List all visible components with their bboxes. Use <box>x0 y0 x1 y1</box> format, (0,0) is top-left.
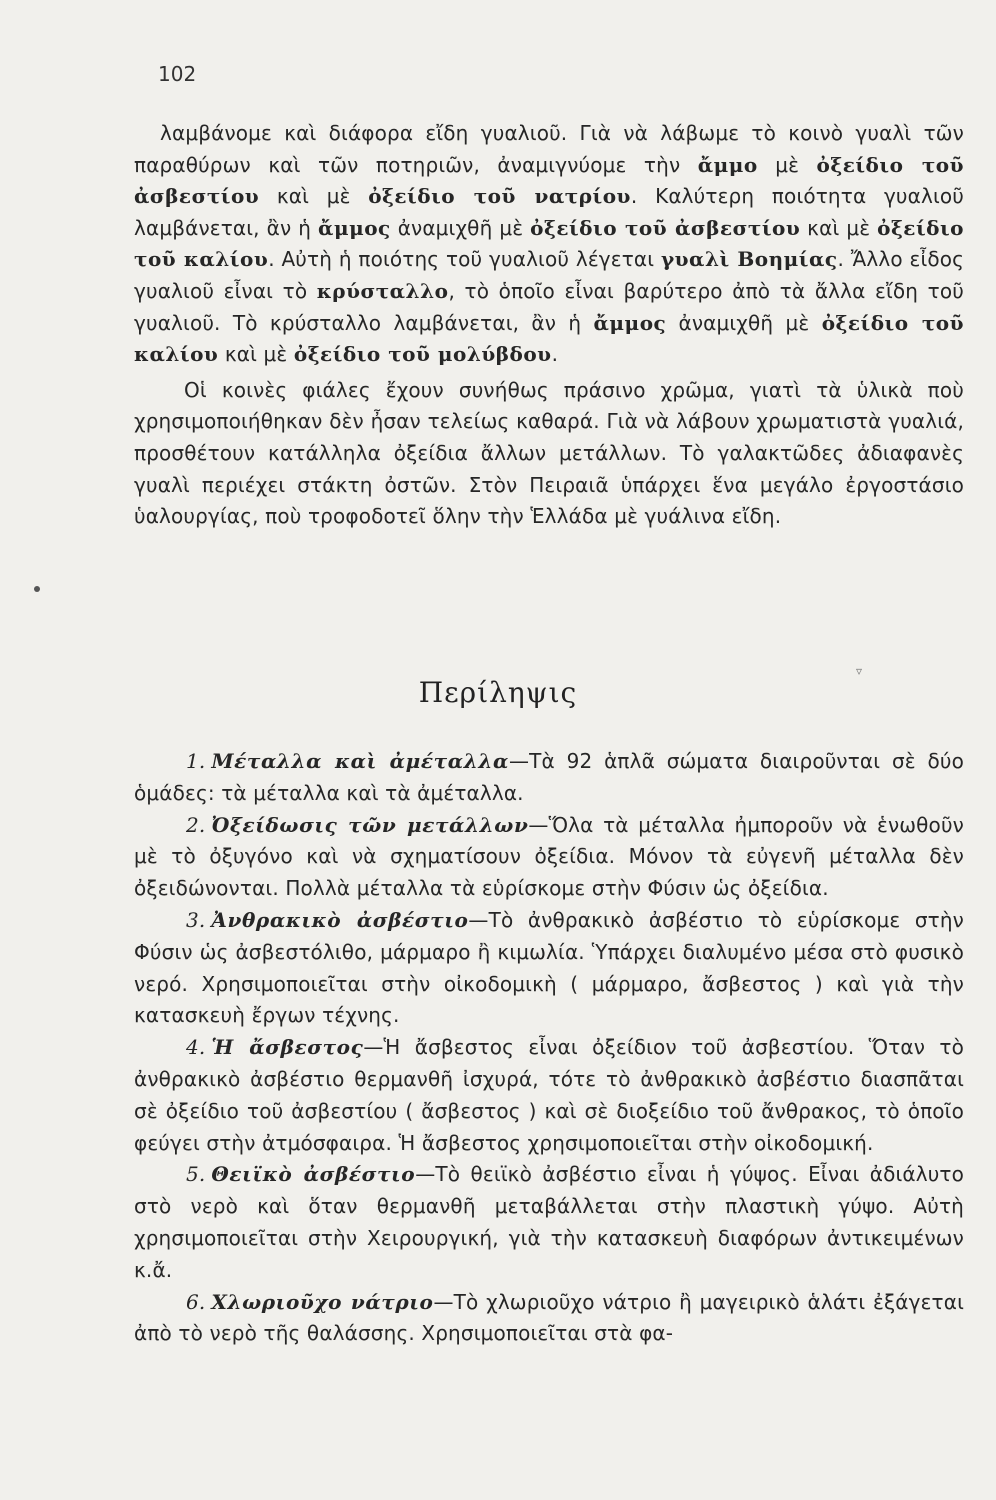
text-run: , τὸ ὁποῖο εἶναι βαρύτερο ἀπὸ τὰ ἄλλα εἴδη τοῦ γυαλιοῦ. Τὸ κρύσταλλο λαμβάνεται, ἂν ἡ <box>134 278 964 335</box>
text-run: μὲ <box>757 152 817 177</box>
summary-item-text: Ἡ ἄσβεστος εἶναι ὀξείδιον τοῦ ἀσβεστίου. Ὅταν τὸ ἀνθρακικὸ ἀσβέστιο θερμανθῆ ἰσχυρά, τότε τὸ ἀνθρακικὸ ἀσβέστιο διασπᾶται σὲ ὀξείδιο τοῦ ἀσβεστίου ( ἄσβεστος ) καὶ σὲ διοξείδιο τοῦ ἄνθρακος, τὸ ὁποῖο φεύγει στὴν ἀτμόσφαιρα. Ἡ ἄσβεστος χρησιμοποιεῖται στὴν οἰκοδομική. <box>134 1035 964 1155</box>
bold-term: ὀξείδιο τοῦ καλίου <box>134 215 965 272</box>
body-text <box>134 118 964 533</box>
paragraph-glass-types <box>134 118 964 371</box>
text-run: καὶ μὲ <box>259 184 369 209</box>
text-run: . Καλύτερη ποιότητα γυαλιοῦ λαμβάνεται, ἂν ἡ <box>134 184 964 240</box>
print-mark: ▿ <box>856 664 863 678</box>
summary-item-text: Τὸ θειϊκὸ ἀσβέστιο εἶναι ἡ γύψος. Εἶναι ἀδιάλυτο στὸ νερὸ καὶ ὅταν θερμανθῆ μεταβάλλεται στὴν πλαστικὴ γύψο. Αὐτὴ χρησιμοποιεῖται στὴν Χειρουργική, γιὰ τὴν κατασκευὴ διαφόρων ἀντικειμένων κ.ἄ. <box>134 1162 964 1282</box>
bold-term: ὀξείδιο τοῦ μολύβδου <box>293 342 552 367</box>
text-run: . Αὐτὴ ἡ ποιότης τοῦ γυαλιοῦ λέγεται <box>268 247 661 272</box>
bold-term: ὀξείδιο τοῦ ἀσβεστίου <box>530 215 801 240</box>
dash: — <box>433 1289 454 1314</box>
summary-item-title: Ἡ ἄσβεστος <box>211 1035 364 1060</box>
text-run: ἀναμιχθῆ μὲ <box>666 310 822 335</box>
summary-list <box>134 746 964 1350</box>
summary-item <box>134 1287 964 1351</box>
bold-term: ἄμμος <box>318 215 391 240</box>
summary-item-number: 2. <box>186 812 206 837</box>
summary-item-title: Ἀνθρακικὸ ἀσβέστιο <box>211 907 469 932</box>
dash: — <box>528 812 549 837</box>
summary-item-number: 6. <box>186 1289 206 1314</box>
text-run: ἀναμιχθῆ μὲ <box>390 215 531 240</box>
bold-term: γυαλὶ Βοημίας <box>660 247 838 272</box>
summary-item-number: 4. <box>186 1035 206 1060</box>
summary-item-title: Ὀξείδωσις τῶν μετάλλων <box>211 812 529 837</box>
bold-term: ὀξείδιο τοῦ ἀσβεστίου <box>134 152 965 209</box>
page-number: 102 <box>158 62 197 86</box>
summary-item-title: Χλωριοῦχο νάτριο <box>211 1289 434 1314</box>
bold-term: ἄμμο <box>697 152 758 177</box>
margin-dot <box>34 586 40 592</box>
summary-item-text: Ὅλα τὰ μέταλλα ἠμποροῦν νὰ ἑνωθοῦν μὲ τὸ ὀξυγόνο καὶ νὰ σχηματίσουν ὀξείδια. Μόνον τὰ εὐγενῆ μέταλλα δὲν ὀξειδώνονται. Πολλὰ μέταλλα τὰ εὑρίσκομε στὴν Φύσιν ὡς ὀξείδια. <box>134 812 964 901</box>
text-run: καὶ μὲ <box>800 215 878 240</box>
text-run: λαμβάνομε καὶ διάφορα εἴδη γυαλιοῦ. Γιὰ νὰ λάβωμε τὸ κοινὸ γυαλὶ τῶν παραθύρων καὶ τῶν ποτηριῶν, ἀναμιγνύομε τὴν <box>134 121 964 177</box>
summary-item <box>134 1032 964 1159</box>
dash: — <box>468 907 489 932</box>
summary-item <box>134 746 964 810</box>
dash: — <box>363 1035 384 1060</box>
summary-item-number: 3. <box>186 907 206 932</box>
bold-term: κρύσταλλο <box>316 278 449 303</box>
bold-term: ὀξείδιο τοῦ νατρίου <box>368 184 631 209</box>
text-run: . Ἄλλο εἶδος γυαλιοῦ εἶναι τὸ <box>134 247 965 303</box>
section-heading: Περίληψις <box>418 676 578 709</box>
summary-item-number: 1. <box>186 749 206 773</box>
summary-item <box>134 810 964 905</box>
summary-item-title: Θειϊκὸ ἀσβέστιο <box>211 1162 416 1187</box>
summary-item-text: Τὸ χλωριοῦχο νάτριο ἢ μαγειρικὸ ἁλάτι ἐξάγεται ἀπὸ τὸ νερὸ τῆς θαλάσσης. Χρησιμοποιεῖται στὰ φα- <box>134 1289 964 1346</box>
summary-item <box>134 905 964 1032</box>
summary-item-text: Τὸ ἀνθρακικὸ ἀσβέστιο τὸ εὑρίσκομε στὴν Φύσιν ὡς ἀσβεστόλιθο, μάρμαρο ἢ κιμωλία. Ὑπάρχει διαλυμένο μέσα στὸ φυσικὸ νερό. Χρησιμοποιεῖται στὴν οἰκοδομικὴ ( μάρμαρο, ἄσβεστος ) καὶ γιὰ τὴν κατασκευὴ ἔργων τέχνης. <box>134 907 965 1028</box>
dash: — <box>508 749 530 773</box>
text-run: . <box>551 342 559 367</box>
summary-item-title: Μέταλλα καὶ ἀμέταλλα <box>211 749 509 773</box>
text-run: καὶ μὲ <box>218 342 294 367</box>
summary-item <box>134 1159 964 1286</box>
bold-term: ὀξείδιο τοῦ καλίου <box>134 310 965 367</box>
dash: — <box>415 1162 436 1187</box>
summary-item-number: 5. <box>186 1162 206 1187</box>
bold-term: ἄμμος <box>593 310 667 335</box>
summary-item-text: Τὰ 92 ἁπλᾶ σώματα διαιροῦνται σὲ δύο ὁμάδες: τὰ μέταλλα καὶ τὰ ἀμέταλλα. <box>134 749 964 805</box>
paragraph-bottles: Οἱ κοινὲς φιάλες ἔχουν συνήθως πράσινο χρῶμα, γιατὶ τὰ ὑλικὰ ποὺ χρησιμοποιήθηκαν δὲν ἦσαν τελείως καθαρά. Γιὰ νὰ λάβουν χρωματιστὰ γυαλιά, προσθέτουν κατάλληλα ὀξείδια ἄλλων μετάλλων. Τὸ γαλακτῶδες ἀδιαφανὲς γυαλὶ περιέχει στάκτη ὀστῶν. Στὸν Πειραιᾶ ὑπάρχει ἕνα μεγάλο ἐργοστάσιο ὑαλουργίας, ποὺ τροφοδοτεῖ ὅλην τὴν Ἑλλάδα μὲ γυάλινα εἴδη. <box>134 377 964 529</box>
